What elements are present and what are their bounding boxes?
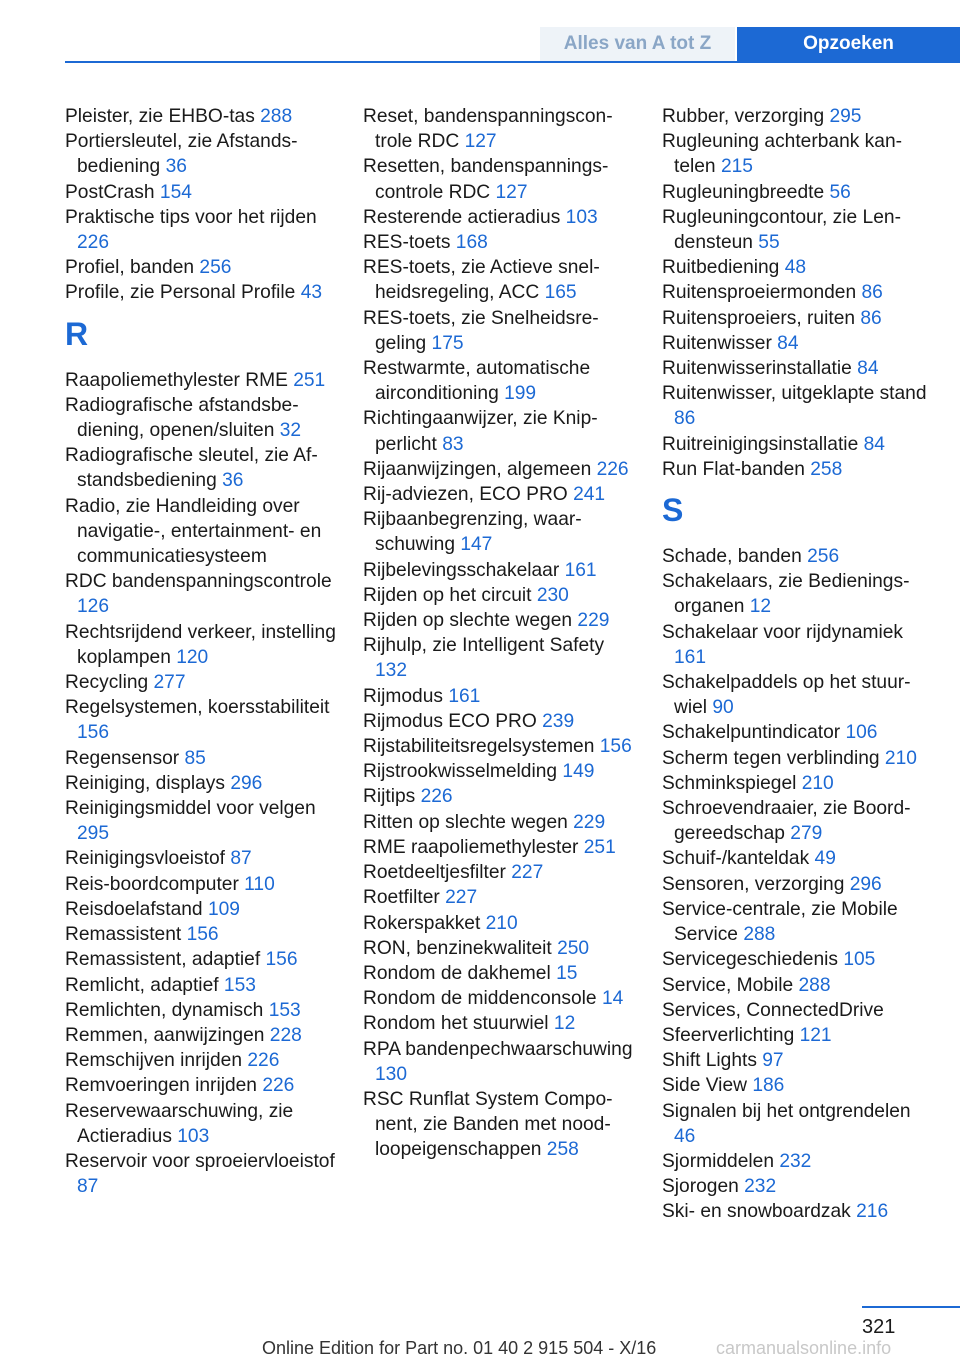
index-entry: [65, 1073, 340, 1098]
index-entry: [65, 443, 340, 493]
page-reference-link[interactable]: 296: [849, 873, 882, 895]
index-column-2: [363, 104, 638, 1163]
page-reference-link[interactable]: 168: [455, 232, 488, 254]
index-entry: [65, 620, 340, 670]
index-entry: [363, 835, 638, 860]
index-entry-term: Sjorogen: [662, 1176, 745, 1198]
page-reference-link[interactable]: 226: [420, 786, 453, 808]
index-entry-term: Remlichten, dynamisch: [65, 999, 269, 1021]
index-entry: [363, 709, 638, 734]
index-entry: [662, 796, 937, 846]
page-reference-link[interactable]: 32: [279, 420, 302, 442]
page-reference-link[interactable]: 12: [553, 1013, 576, 1035]
index-entry-term: RON, benzinekwaliteit: [363, 937, 558, 959]
index-entry-term: Rugleuningbreedte: [662, 181, 830, 203]
page-reference-link[interactable]: 165: [544, 282, 577, 304]
page-reference-link[interactable]: 296: [230, 772, 263, 794]
page-reference-link[interactable]: 43: [300, 282, 323, 304]
page-reference-link[interactable]: 288: [743, 924, 776, 946]
index-entry-term: Schakelpuntindicator: [662, 722, 846, 744]
index-entry: [363, 734, 638, 759]
index-entry: [662, 432, 937, 457]
index-entry: [662, 1099, 937, 1149]
index-entry: [662, 280, 937, 305]
page-reference-link[interactable]: 86: [674, 408, 696, 430]
page-reference-link[interactable]: 175: [431, 332, 464, 354]
index-entry: [662, 998, 937, 1023]
index-entry-term: Reinigingsvloeistof: [65, 848, 231, 870]
index-entry-term: Radiografische afstandsbediening, openen/sluiten: [65, 394, 299, 442]
index-entry-term: Regelsystemen, koersstabiliteit: [65, 697, 330, 719]
index-entry: [65, 897, 340, 922]
page-reference-link[interactable]: 87: [77, 1176, 99, 1198]
index-entry: [662, 457, 937, 482]
index-entry: [662, 620, 937, 670]
index-entry-term: Signalen bij het ontgrendelen: [662, 1100, 911, 1122]
index-entry-term: Rijaanwijzingen, algemeen: [363, 458, 597, 480]
page-reference-link[interactable]: 239: [542, 710, 575, 732]
page-reference-link[interactable]: 103: [177, 1125, 210, 1147]
index-entry: [363, 759, 638, 784]
index-entry: [65, 1048, 340, 1073]
index-column-1: [65, 104, 340, 1199]
index-entry-term: Ritten op slechte wegen: [363, 811, 574, 833]
index-entry-term: Rugleuning achterbank kantelen: [662, 131, 903, 178]
index-entry-term: Schuif-/kanteldak: [662, 848, 815, 870]
index-entry-term: Rokerspakket: [363, 912, 486, 934]
index-entry: [65, 771, 340, 796]
page-reference-link[interactable]: 84: [777, 332, 799, 354]
index-entry-term: Ruitenwisserinstallatie: [662, 358, 858, 380]
index-entry: [662, 1174, 937, 1199]
index-entry-term: Regensensor: [65, 747, 185, 769]
page-reference-link[interactable]: 229: [573, 811, 606, 833]
index-entry: [65, 368, 340, 393]
index-entry: [65, 180, 340, 205]
page-reference-link[interactable]: 149: [562, 761, 595, 783]
index-entry: [662, 872, 937, 897]
index-entry-term: Radio, zie Handleiding over navigatie-, entertainment- en communicatiesysteem: [65, 495, 322, 568]
index-entry: [65, 947, 340, 972]
page-reference-link[interactable]: 295: [829, 106, 862, 127]
index-entry-term: Ruitenwisser, uitgeklapte stand: [662, 383, 927, 405]
index-entry: [363, 558, 638, 583]
index-entry-term: Services, ConnectedDrive: [662, 999, 884, 1021]
index-entry-term: Side View: [662, 1075, 753, 1097]
page-reference-link[interactable]: 258: [546, 1139, 579, 1161]
index-entry-term: Ski- en snowboardzak: [662, 1201, 857, 1223]
page-reference-link[interactable]: 126: [77, 596, 110, 618]
page-reference-link[interactable]: 277: [153, 672, 186, 694]
index-entry: [662, 306, 937, 331]
index-entry: [363, 406, 638, 456]
page-reference-link[interactable]: 14: [601, 988, 624, 1010]
section-title[interactable]: Alles van A tot Z: [540, 27, 735, 61]
page-reference-link[interactable]: 161: [448, 685, 481, 707]
page-reference-link[interactable]: 90: [712, 697, 734, 719]
index-entry-term: Schakelaar voor rijdynamiek: [662, 621, 904, 643]
page-reference-link[interactable]: 250: [557, 937, 590, 959]
page-reference-link[interactable]: 230: [536, 584, 569, 606]
page-reference-link[interactable]: 199: [504, 383, 537, 405]
page-number: 321: [862, 1316, 896, 1338]
index-entry-term: Rechtsrijdend verkeer, instelling koplampen: [65, 621, 336, 668]
page-reference-link[interactable]: 161: [564, 559, 597, 581]
page-reference-link[interactable]: 288: [260, 106, 293, 127]
index-entry-term: Ruitreinigingsinstallatie: [662, 433, 864, 455]
index-letter-heading: S: [662, 492, 684, 529]
page-reference-link[interactable]: 256: [807, 546, 840, 568]
page-reference-link[interactable]: 227: [511, 862, 544, 884]
index-entry: [662, 104, 937, 129]
page-reference-link[interactable]: 227: [445, 887, 478, 909]
page-reference-link[interactable]: 186: [752, 1075, 785, 1097]
index-entry-term: Richtingaanwijzer, zie Knipperlicht: [363, 408, 598, 455]
index-entry-term: Rijmodus: [363, 685, 449, 707]
index-entry-term: Reservewaarschuwing, zie Actieradius: [65, 1100, 294, 1147]
index-entry: [662, 205, 937, 255]
index-entry-term: RPA bandenpechwaarschuwing: [363, 1038, 633, 1060]
index-entry-term: Schminkspiegel: [662, 772, 802, 794]
index-entry-term: Rijbelevingsschakelaar: [363, 559, 565, 581]
page-reference-link[interactable]: 147: [460, 534, 493, 556]
index-entry: [363, 230, 638, 255]
index-entry-term: Ruitensproeiermonden: [662, 282, 862, 304]
index-entry-term: Portiersleutel, zie Afstandsbediening: [65, 131, 298, 178]
index-entry: [363, 911, 638, 936]
index-entry: [65, 998, 340, 1023]
index-entry-term: Recycling: [65, 672, 154, 694]
page-reference-link[interactable]: 232: [744, 1176, 777, 1198]
index-entry: [662, 255, 937, 280]
index-entry: [65, 280, 340, 305]
index-entry: [662, 1149, 937, 1174]
page-reference-link[interactable]: 161: [674, 646, 707, 668]
index-entry-term: Resterende actieradius: [363, 206, 566, 228]
index-entry: [65, 872, 340, 897]
index-entry: [363, 1037, 638, 1087]
index-entry: [65, 255, 340, 280]
index-entry: [363, 356, 638, 406]
index-entry: [662, 846, 937, 871]
footer-rule: [862, 1306, 960, 1308]
index-entry: [65, 670, 340, 695]
index-entry: [662, 129, 937, 179]
page-reference-link[interactable]: 46: [674, 1125, 696, 1147]
index-entry: [65, 1149, 340, 1199]
page-reference-link[interactable]: 103: [565, 206, 598, 228]
index-entry-term: Ruitenwisser: [662, 332, 778, 354]
index-entry: [65, 104, 340, 129]
page-reference-link[interactable]: 210: [884, 747, 917, 769]
index-entry-term: Rondom het stuurwiel: [363, 1013, 554, 1035]
index-entry-term: Remlicht, adaptief: [65, 974, 224, 996]
page-reference-link[interactable]: 12: [749, 596, 772, 618]
index-entry: [662, 331, 937, 356]
index-entry-term: Remassistent: [65, 924, 187, 946]
header-rule: [65, 61, 960, 63]
index-entry-term: Schroevendraaier, zie Boordgereedschap: [662, 798, 911, 845]
index-entry: [65, 1023, 340, 1048]
page-reference-link[interactable]: 228: [269, 1024, 302, 1046]
index-entry-term: Schade, banden: [662, 546, 808, 568]
index-entry: [363, 608, 638, 633]
index-entry-term: Praktische tips voor het rijden: [65, 206, 317, 228]
page-reference-link[interactable]: 156: [186, 924, 219, 946]
index-entry: [363, 1011, 638, 1036]
page-reference-link[interactable]: 156: [77, 722, 110, 744]
page-reference-link[interactable]: 232: [779, 1150, 812, 1172]
index-entry-term: Remschijven inrijden: [65, 1050, 248, 1072]
index-entry-term: Roetfilter: [363, 887, 446, 909]
index-entry-term: Rijmodus ECO PRO: [363, 710, 543, 732]
index-entry: [363, 885, 638, 910]
page-reference-link[interactable]: 85: [184, 747, 206, 769]
index-entry: [65, 393, 340, 443]
index-entry-term: Service, Mobile: [662, 974, 799, 996]
index-entry: [662, 1073, 937, 1098]
index-entry: [65, 695, 340, 745]
index-entry: [363, 255, 638, 305]
page-reference-link[interactable]: 256: [199, 257, 232, 279]
page-reference-link[interactable]: 49: [814, 848, 836, 870]
index-column-3: [662, 104, 937, 1225]
page-reference-link[interactable]: 241: [573, 484, 606, 506]
index-entry-term: Rugleuningcontour, zie Lendensteun: [662, 206, 901, 254]
page-reference-link[interactable]: 153: [268, 999, 301, 1021]
index-entry-term: Radiografische sleutel, zie Afstandsbediening: [65, 445, 318, 492]
page-reference-link[interactable]: 216: [856, 1201, 889, 1223]
index-entry: [65, 569, 340, 619]
index-entry: [662, 569, 937, 619]
index-entry: [662, 356, 937, 381]
page-reference-link[interactable]: 121: [799, 1024, 832, 1046]
index-entry: [662, 381, 937, 431]
page-reference-link[interactable]: 210: [485, 912, 518, 934]
page-reference-link[interactable]: 156: [265, 949, 298, 971]
index-entry: [662, 670, 937, 720]
page-reference-link[interactable]: 226: [77, 232, 110, 254]
index-entry-term: Rondom de middenconsole: [363, 988, 602, 1010]
index-entry: [363, 583, 638, 608]
page-reference-link[interactable]: 15: [556, 962, 578, 984]
page-reference-link[interactable]: 109: [207, 898, 240, 920]
page-reference-link[interactable]: 83: [442, 433, 464, 455]
index-entry-term: Rij-adviezen, ECO PRO: [363, 484, 574, 506]
index-entry-term: Remassistent, adaptief: [65, 949, 266, 971]
index-entry: [363, 936, 638, 961]
page-reference-link[interactable]: 154: [159, 181, 192, 203]
index-entry-term: Raapoliemethylester RME: [65, 369, 294, 391]
index-entry: [363, 961, 638, 986]
index-entry: [363, 104, 638, 154]
index-entry-term: Reservoir voor sproeiervloeistof: [65, 1150, 335, 1172]
page-reference-link[interactable]: 229: [577, 610, 610, 632]
page-reference-link[interactable]: 120: [176, 646, 209, 668]
index-entry-term: RSC Runflat System Component, zie Banden met noodloopeigenschappen: [363, 1088, 613, 1161]
index-entry-term: Profile, zie Personal Profile: [65, 282, 301, 304]
page-reference-link[interactable]: 86: [861, 282, 883, 304]
index-entry-term: RES-toets, zie Actieve snelheidsregeling, ACC: [363, 257, 600, 304]
index-entry-term: Schakelaars, zie Bedieningsorganen: [662, 571, 910, 618]
index-entry: [662, 746, 937, 771]
index-entry: [65, 746, 340, 771]
page-reference-link[interactable]: 36: [165, 156, 187, 178]
index-entry-term: Service-centrale, zie Mobile Service: [662, 898, 898, 946]
index-entry-term: Ruitensproeiers, ruiten: [662, 307, 861, 329]
index-entry-term: Rijstabiliteitsregelsystemen: [363, 736, 600, 758]
index-entry: [662, 771, 937, 796]
index-entry: [65, 205, 340, 255]
index-entry-term: Sfeerverlichting: [662, 1024, 800, 1046]
index-entry: [662, 897, 937, 947]
index-entry: [363, 154, 638, 204]
index-entry: [363, 205, 638, 230]
index-entry-term: Sjormiddelen: [662, 1150, 780, 1172]
index-entry: [662, 1199, 937, 1224]
edition-note: Online Edition for Part no. 01 40 2 915 504 - X/16: [262, 1338, 657, 1358]
page-reference-link[interactable]: 295: [77, 823, 110, 845]
index-entry-term: Restwarmte, automatische airconditioning: [363, 358, 591, 405]
index-entry: [65, 1099, 340, 1149]
index-entry: [662, 1048, 937, 1073]
index-entry-term: Reis-boordcomputer: [65, 873, 245, 895]
index-entry: [363, 633, 638, 683]
page-reference-link[interactable]: 251: [583, 836, 616, 858]
index-entry: [65, 494, 340, 570]
page-reference-link[interactable]: 110: [244, 873, 275, 895]
watermark: carmanualsonline.info: [716, 1338, 892, 1358]
index-entry: [65, 922, 340, 947]
page-reference-link[interactable]: 288: [798, 974, 831, 996]
index-entry: [363, 306, 638, 356]
page-reference-link[interactable]: 84: [857, 358, 879, 380]
index-entry-term: Rijden op slechte wegen: [363, 610, 578, 632]
index-entry: [363, 860, 638, 885]
page-header: [0, 0, 960, 62]
index-entry-term: Remmen, aanwijzingen: [65, 1024, 270, 1046]
index-entry: [363, 1087, 638, 1163]
page-reference-link[interactable]: 84: [863, 433, 885, 455]
index-entry-term: RES-toets: [363, 232, 456, 254]
page-reference-link[interactable]: 153: [223, 974, 256, 996]
index-entry-term: Scherm tegen verblinding: [662, 747, 885, 769]
index-entry: [662, 973, 937, 998]
index-entry: [363, 482, 638, 507]
index-entry: [363, 784, 638, 809]
index-entry-term: Rijtips: [363, 786, 421, 808]
page-reference-link[interactable]: 87: [230, 848, 252, 870]
index-entry: [363, 507, 638, 557]
page-reference-link[interactable]: 210: [801, 772, 834, 794]
index-entry: [662, 720, 937, 745]
page-reference-link[interactable]: 105: [843, 949, 876, 971]
page-reference-link[interactable]: 36: [222, 470, 244, 492]
page-reference-link[interactable]: 130: [375, 1063, 408, 1085]
index-letter-heading: R: [65, 315, 89, 352]
index-entry-term: RES-toets, zie Snelheidsregeling: [363, 307, 599, 354]
page-reference-link[interactable]: 132: [375, 660, 408, 682]
index-entry-term: Servicegeschiedenis: [662, 949, 844, 971]
index-entry-term: Resetten, bandenspanningscontrole RDC: [363, 156, 609, 203]
page-reference-link[interactable]: 106: [845, 722, 878, 744]
index-entry-term: Profiel, banden: [65, 257, 200, 279]
page-reference-link[interactable]: 56: [829, 181, 851, 203]
index-entry: [662, 180, 937, 205]
index-entry-term: Pleister, zie EHBO-tas: [65, 106, 261, 127]
page-reference-link[interactable]: 215: [720, 156, 753, 178]
index-entry-term: Rijhulp, zie Intelligent Safety: [363, 635, 605, 657]
index-entry-term: Rubber, verzorging: [662, 106, 830, 127]
index-entry-term: PostCrash: [65, 181, 160, 203]
index-entry: [65, 846, 340, 871]
index-entry: [363, 986, 638, 1011]
page-reference-link[interactable]: 97: [762, 1050, 784, 1072]
index-entry: [65, 129, 340, 179]
index-entry-term: Rijstrookwisselmelding: [363, 761, 563, 783]
index-entry: [65, 973, 340, 998]
index-entry-term: Sensoren, verzorging: [662, 873, 850, 895]
page-reference-link[interactable]: 279: [790, 823, 823, 845]
index-entry-term: Rijbaanbegrenzing, waarschuwing: [363, 509, 582, 556]
index-entry: [363, 457, 638, 482]
index-entry: [65, 796, 340, 846]
index-entry-term: Reset, bandenspanningscontrole RDC: [363, 106, 613, 153]
chapter-tab[interactable]: Opzoeken: [737, 27, 960, 61]
page-reference-link[interactable]: 86: [860, 307, 882, 329]
index-entry-term: Roetdeeltjesfilter: [363, 862, 512, 884]
index-entry-term: Schakelpaddels op het stuurwiel: [662, 672, 911, 719]
index-entry-term: Run Flat-banden: [662, 458, 811, 480]
page-reference-link[interactable]: 226: [262, 1075, 295, 1097]
index-entry-term: Rijden op het circuit: [363, 584, 537, 606]
page-reference-link[interactable]: 48: [784, 257, 807, 279]
index-entry-term: Rondom de dakhemel: [363, 962, 557, 984]
index-entry-term: Reiniging, displays: [65, 772, 231, 794]
index-entry-term: RME raapoliemethylester: [363, 836, 584, 858]
page-reference-link[interactable]: 55: [758, 232, 780, 254]
index-entry: [363, 810, 638, 835]
page-reference-link[interactable]: 226: [247, 1050, 280, 1072]
index-entry-term: Reinigingsmiddel voor velgen: [65, 798, 316, 820]
index-entry-term: Ruitbediening: [662, 257, 785, 279]
index-entry-term: Reisdoelafstand: [65, 898, 208, 920]
page-reference-link[interactable]: 127: [495, 181, 528, 203]
index-entry: [662, 947, 937, 972]
index-entry: [363, 684, 638, 709]
page-reference-link[interactable]: 258: [810, 458, 843, 480]
page-reference-link[interactable]: 156: [599, 736, 632, 758]
page-reference-link[interactable]: 251: [293, 369, 326, 391]
index-entry-term: Shift Lights: [662, 1050, 763, 1072]
index-entry-term: Remvoeringen inrijden: [65, 1075, 263, 1097]
index-entry: [662, 544, 937, 569]
page-reference-link[interactable]: 127: [464, 131, 497, 153]
index-entry: [662, 1023, 937, 1048]
page-reference-link[interactable]: 226: [596, 458, 629, 480]
index-entry-term: RDC bandenspanningscontrole: [65, 571, 332, 593]
